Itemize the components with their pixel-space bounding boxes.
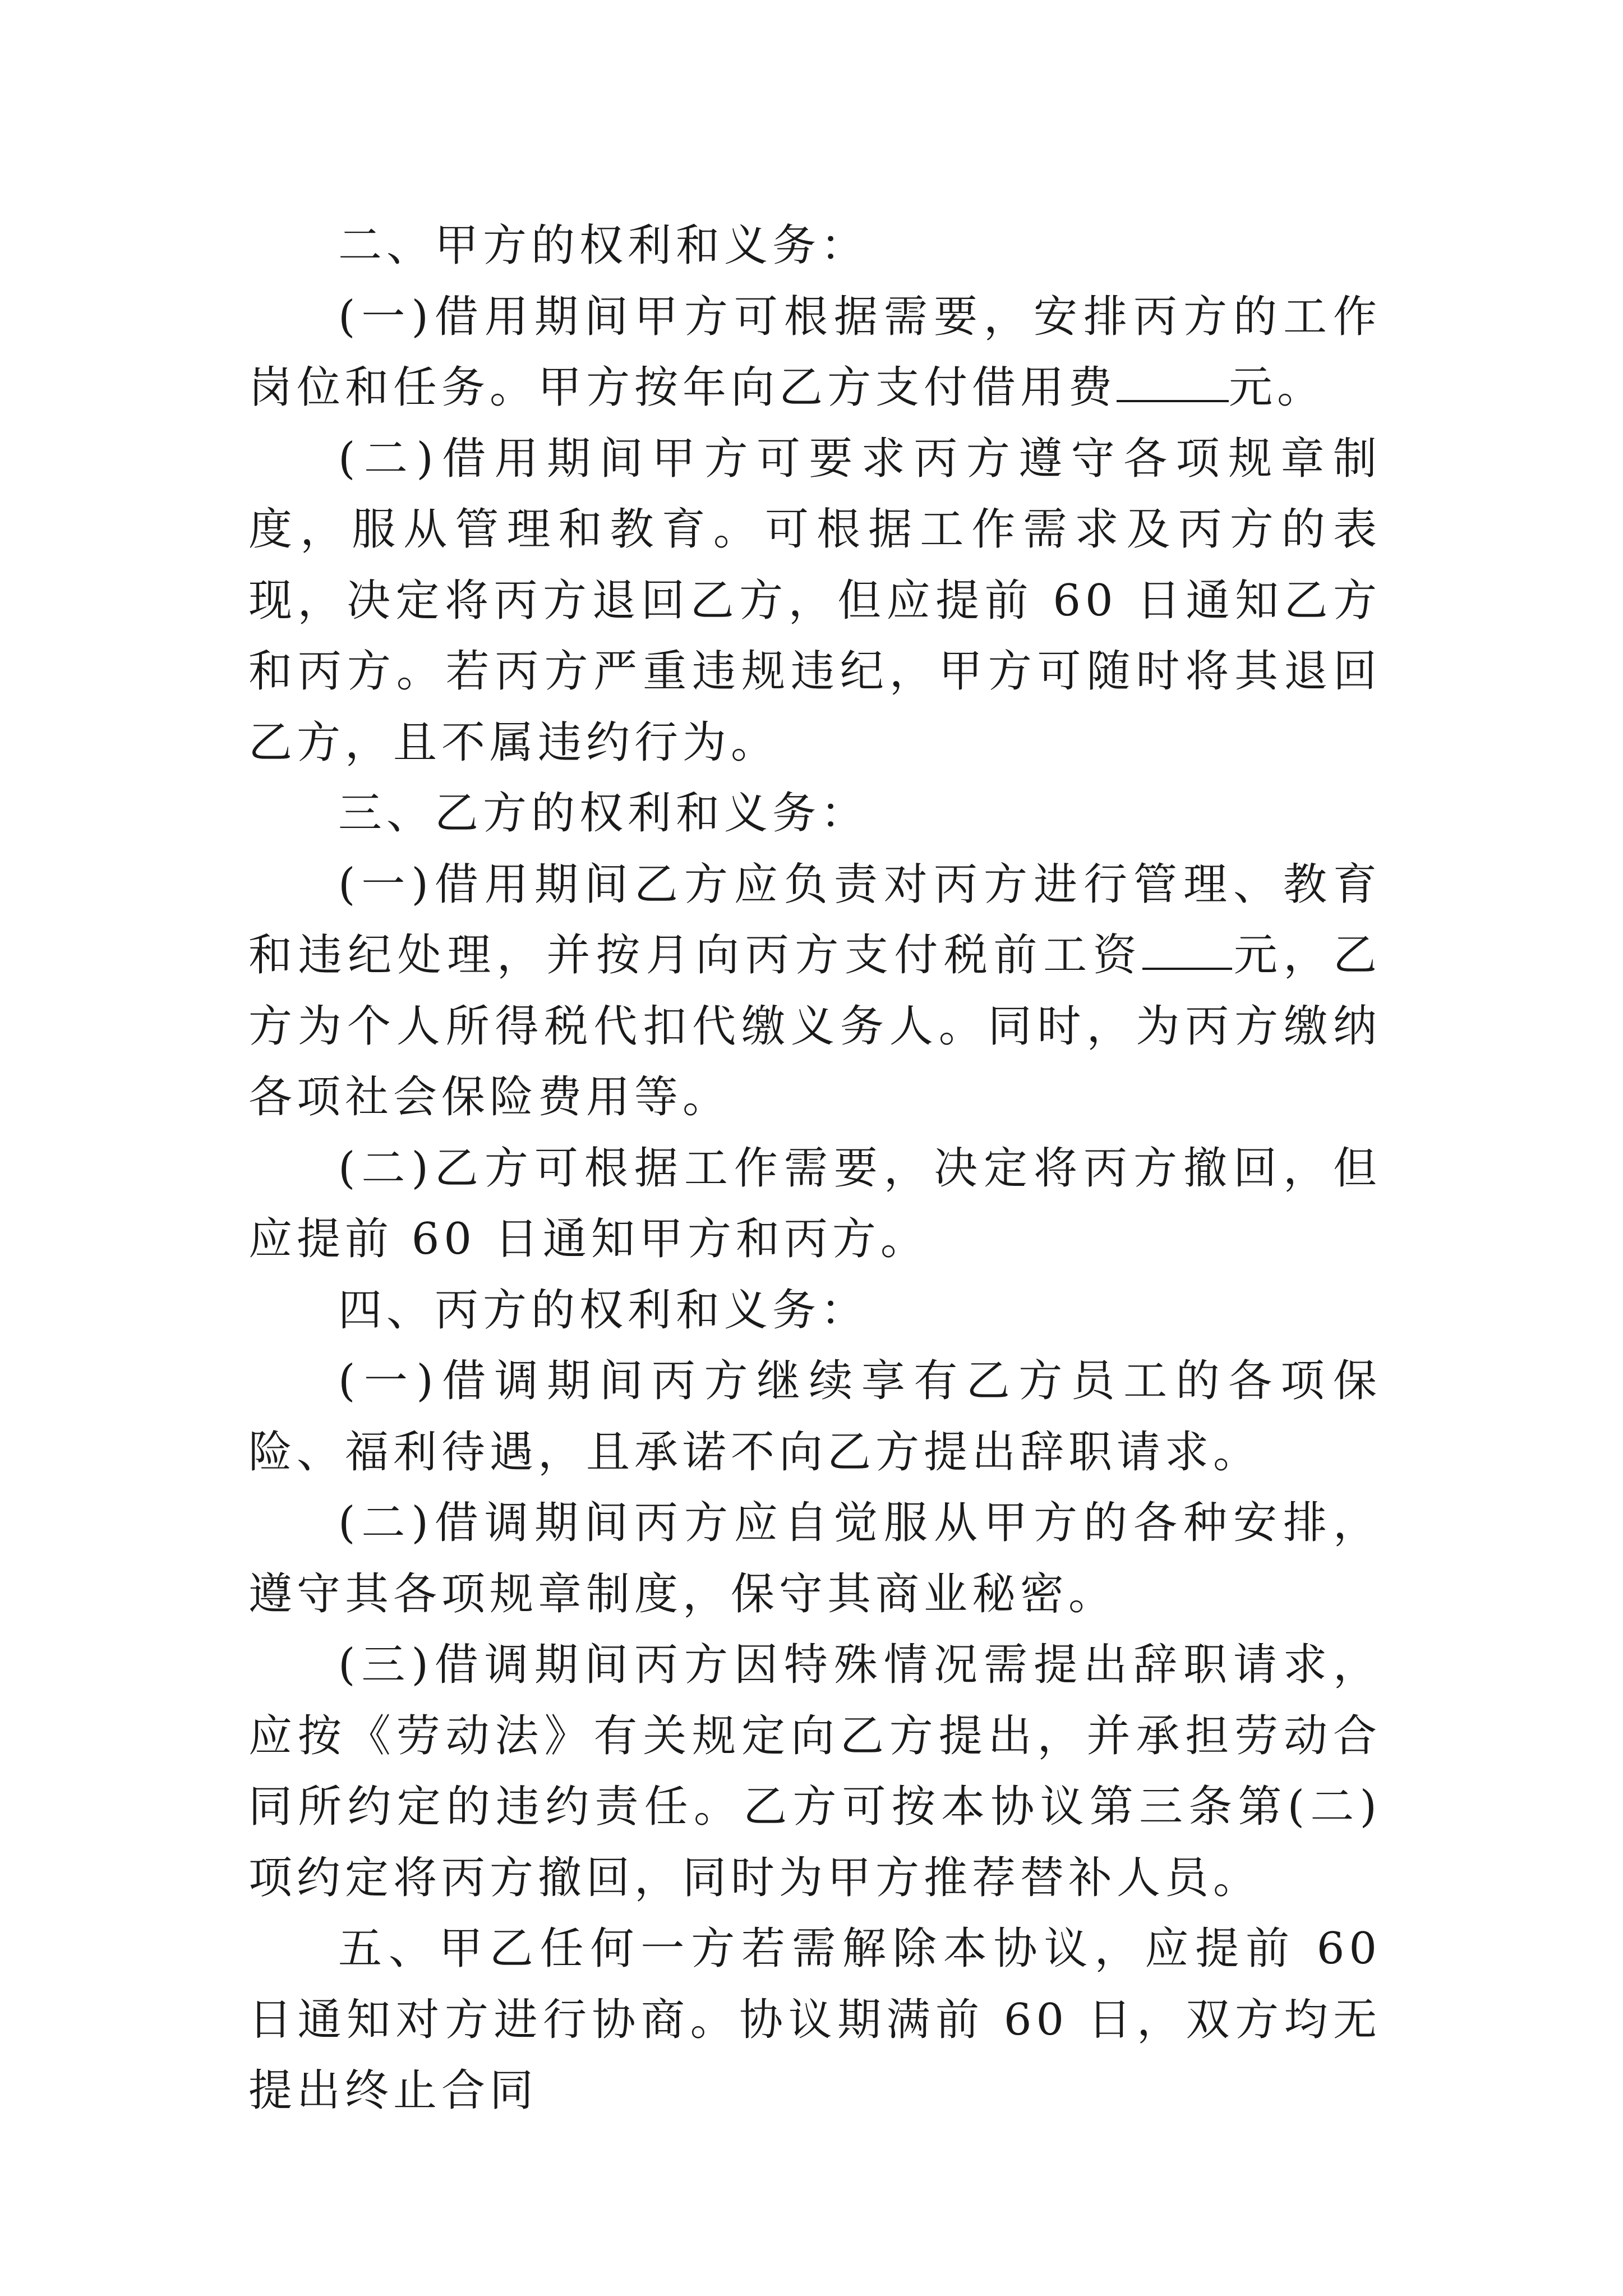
paragraph-text: (二)借用期间甲方可要求丙方遵守各项规章制度，服从管理和教育。可根据工作需求及丙方的表现，决定将丙方退回乙方，但应提前 60 日通知乙方和丙方。若丙方严重违规违纪，甲方可随时将其退回乙方，且不属违约行为。 [248,433,1381,768]
clause-party-c-1 [248,1346,1381,1488]
clause-party-a-1 [248,282,1381,424]
paragraph-text: 三、乙方的权利和义务： [338,788,869,839]
paragraph-text: (一)借用期间乙方应负责对丙方进行管理、教育和违纪处理，并按月向丙方支付税前工资 [248,859,1381,981]
paragraph-text: (二)借调期间丙方应自觉服从甲方的各种安排，遵守其各项规章制度，保守其商业秘密。 [248,1498,1381,1619]
section-heading-party-c [248,1275,1381,1346]
paragraph-text: 二、甲方的权利和义务： [338,220,869,271]
clause-party-c-2 [248,1488,1381,1630]
clause-party-c-3 [248,1630,1381,1913]
section-termination [248,1913,1381,2127]
section-heading-party-a [248,210,1381,282]
section-heading-party-b [248,778,1381,849]
paragraph-text-after-blank: 元。 [1229,362,1326,413]
paragraph-text: 五、甲乙任何一方若需解除本协议，应提前 60 日通知对方进行协商。协议期满前 60 日，双方均无提出终止合同 [248,1924,1381,2116]
paragraph-text: (一)借用期间甲方可根据需要，安排丙方的工作岗位和任务。甲方按年向乙方支付借用费 [248,291,1381,413]
document-body [248,210,1381,2127]
clause-party-b-2 [248,1133,1381,1275]
paragraph-text: 四、丙方的权利和义务： [338,1285,869,1336]
clause-party-a-2 [248,424,1381,779]
fill-in-blank [1117,363,1229,402]
paragraph-text-after-blank: 元，乙方为个人所得税代扣代缴义务人。同时，为丙方缴纳各项社会保险费用等。 [248,930,1381,1122]
paragraph-text: (二)乙方可根据工作需要，决定将丙方撤回，但应提前 60 日通知甲方和丙方。 [248,1143,1381,1264]
paragraph-text: (一)借调期间丙方继续享有乙方员工的各项保险、福利待遇，且承诺不向乙方提出辞职请求。 [248,1356,1381,1478]
clause-party-b-1 [248,849,1381,1133]
fill-in-blank [1142,931,1232,970]
paragraph-text: (三)借调期间丙方因特殊情况需提出辞职请求，应按《劳动法》有关规定向乙方提出，并承担劳动合同所约定的违约责任。乙方可按本协议第三条第(二)项约定将丙方撤回，同时为甲方推荐替补人员。 [248,1640,1381,1903]
